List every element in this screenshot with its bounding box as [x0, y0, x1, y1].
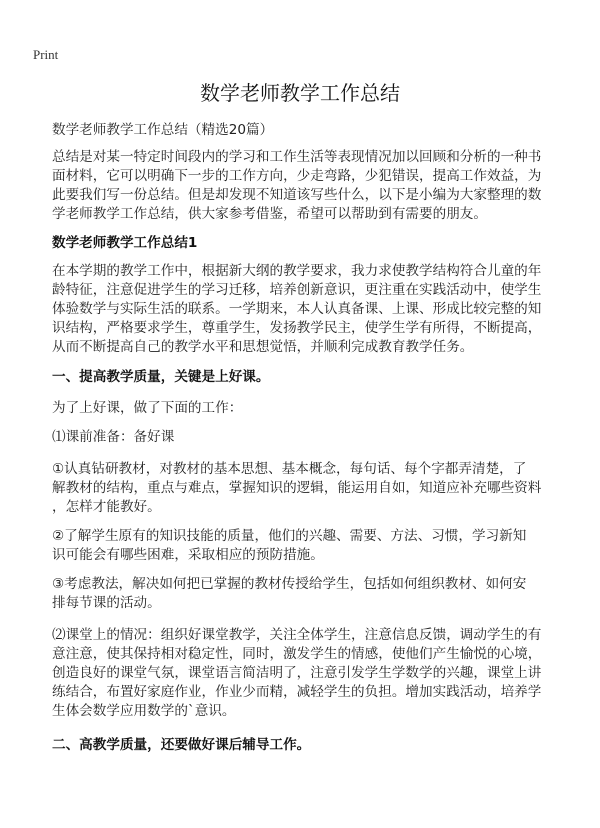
page-title: 数学老师教学工作总结 [200, 81, 400, 105]
item1-label: ⑴课前准备：备好课 [52, 429, 175, 445]
heading-two: 二、高教学质量，还要做好课后辅导工作。 [52, 737, 311, 753]
text-line: 解教材的结构，重点与难点，掌握知识的逻辑，能运用自如，知道应补充哪些资料 [52, 480, 542, 496]
text-line: 意注意，使其保持相对稳定性，同时，激发学生的情感，使他们产生愉悦的心境， [52, 646, 542, 662]
text-line: ③考虑教法，解决如何把已掌握的教材传授给学生，包括如何组织教材、如何安 [52, 576, 527, 592]
text-line: 总结是对某一特定时间段内的学习和工作生活等表现情况加以回顾和分析的一种书 [52, 149, 542, 165]
text-line: ①认真钻研教材，对教材的基本思想、基本概念，每句话、每个字都弄清楚，了 [52, 461, 527, 477]
circle-item-1 [52, 460, 552, 517]
section-heading: 数学老师教学工作总结1 [52, 235, 198, 251]
heading-one: 一、提高教学质量，关键是上好课。 [52, 369, 270, 385]
circle-item-3 [52, 575, 552, 613]
text-line: 此要我们写一份总结。但是却发现不知道该写些什么，以下是小编为大家整理的数 [52, 187, 542, 203]
print-link[interactable]: Print [33, 47, 59, 62]
text-line: ，怎样才能教好。 [52, 499, 161, 515]
text-line: 创造良好的课堂气氛，课堂语言简洁明了，注意引发学生学数学的兴趣，课堂上讲 [52, 665, 542, 681]
text-line: 生体会数学应用数学的`意识。 [52, 703, 236, 719]
text-line: 面材料，它可以明确下一步的工作方向，少走弯路，少犯错误，提高工作效益，为 [52, 168, 542, 184]
text-line: 学老师教学工作总结，供大家参考借鉴，希望可以帮助到有需要的朋友。 [52, 206, 487, 222]
text-line: 识可能会有哪些困难，采取相应的预防措施。 [52, 547, 324, 563]
text-line: 练结合，布置好家庭作业，作业少而精，减轻学生的负担。增加实践活动，培养学 [52, 684, 542, 700]
text-line: 识结构，严格要求学生，尊重学生，发扬教学民主，使学生学有所得，不断提高， [52, 320, 542, 336]
subtitle: 数学老师教学工作总结（精选20篇） [52, 122, 274, 138]
item2-paragraph [52, 626, 552, 721]
circle-item-2 [52, 527, 552, 565]
text-line: 体验数学与实际生活的联系。一学期来，本人认真备课、上课、形成比较完整的知 [52, 301, 542, 317]
text-line: ⑵课堂上的情况：组织好课堂教学，关注全体学生，注意信息反馈，调动学生的有 [52, 627, 542, 643]
text-line: 龄特征，注意促进学生的学习迁移，培养创新意识，更注重在实践活动中，使学生 [52, 282, 542, 298]
paragraph: 为了上好课，做了下面的工作： [52, 400, 243, 416]
intro-paragraph [52, 148, 552, 224]
text-line: 排每节课的活动。 [52, 595, 161, 611]
text-line: 在本学期的教学工作中，根据新大纲的教学要求，我力求使教学结构符合儿童的年 [52, 263, 542, 279]
text-line: 从而不断提高自己的教学水平和思想觉悟，并顺利完成教育教学任务。 [52, 339, 474, 355]
text-line: ②了解学生原有的知识技能的质量，他们的兴趣、需要、方法、习惯，学习新知 [52, 528, 527, 544]
section1-paragraph [52, 262, 552, 357]
